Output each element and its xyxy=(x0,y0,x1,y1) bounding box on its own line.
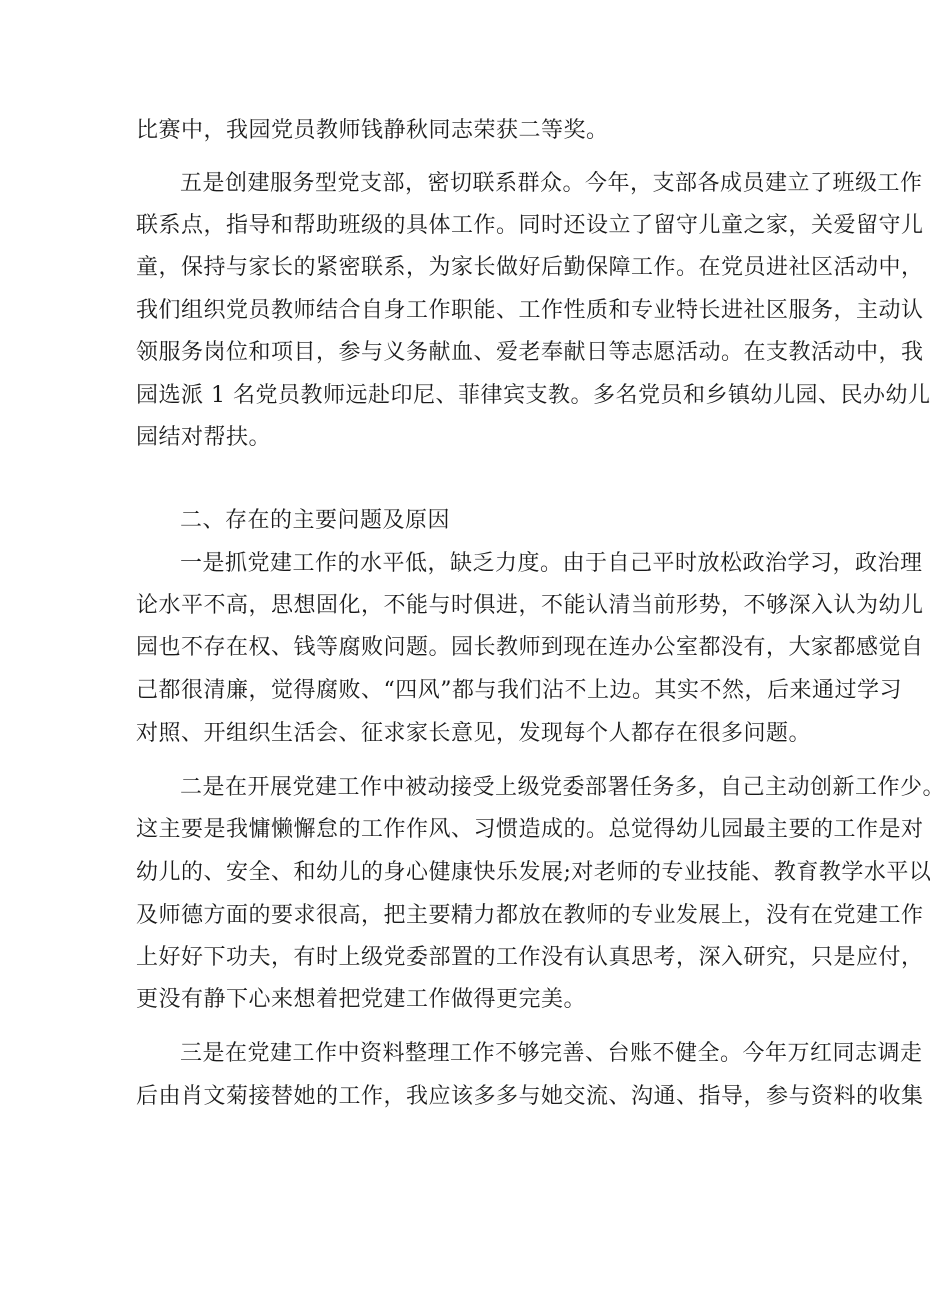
text-line: 幼儿的、安全、和幼儿的身心健康快乐发展;对老师的专业技能、教育教学水平以 xyxy=(136,860,932,885)
paragraph-first-line: 三是在党建工作中资料整理工作不够完善、台账不健全。今年万红同志调走 xyxy=(180,1041,923,1066)
text-line: 领服务岗位和项目，参与义务献血、爱老奉献日等志愿活动。在支教活动中，我 xyxy=(136,340,924,365)
paragraph-first-line: 二是在开展党建工作中被动接受上级党委部署任务多，自己主动创新工作少。 xyxy=(180,775,945,800)
text-line: 园结对帮扶。 xyxy=(136,425,272,450)
paragraph-first-line: 一是抓党建工作的水平低，缺乏力度。由于自己平时放松政治学习，政治理 xyxy=(180,551,923,576)
text-line: 及师德方面的要求很高，把主要精力都放在教师的专业发展上，没有在党建工作 xyxy=(136,903,924,928)
text-line: 后由肖文菊接替她的工作，我应该多多与她交流、沟通、指导，参与资料的收集 xyxy=(136,1084,924,1109)
text-line: 更没有静下心来想着把党建工作做得更完美。 xyxy=(136,987,587,1012)
text-line: 园选派 1 名党员教师远赴印尼、菲律宾支教。多名党员和乡镇幼儿园、民办幼儿 xyxy=(136,383,931,408)
text-line: 童，保持与家长的紧密联系，为家长做好后勤保障工作。在党员进社区活动中， xyxy=(136,255,924,280)
text-line: 上好好下功夫，有时上级党委部置的工作没有认真思考，深入研究，只是应付， xyxy=(136,945,924,970)
section-heading: 二、存在的主要问题及原因 xyxy=(180,508,451,533)
text-line: 对照、开组织生活会、征求家长意见，发现每个人都存在很多问题。 xyxy=(136,721,812,746)
text-line: 我们组织党员教师结合自身工作职能、工作性质和专业特长进社区服务，主动认 xyxy=(136,298,924,323)
text-line: 这主要是我慵懒懈怠的工作作风、习惯造成的。总觉得幼儿园最主要的工作是对 xyxy=(136,817,924,842)
paragraph-first-line: 五是创建服务型党支部，密切联系群众。今年，支部各成员建立了班级工作 xyxy=(180,171,923,196)
text-line: 比赛中，我园党员教师钱静秋同志荣获二等奖。 xyxy=(136,118,609,143)
text-line: 园也不存在权、钱等腐败问题。园长教师到现在连办公室都没有，大家都感觉自 xyxy=(136,635,924,660)
text-line: 论水平不高，思想固化，不能与时俱进，不能认清当前形势，不够深入认为幼儿 xyxy=(136,593,924,618)
text-line: 联系点，指导和帮助班级的具体工作。同时还设立了留守儿童之家，关爱留守儿 xyxy=(136,213,924,238)
text-line: 己都很清廉，觉得腐败、“四风”都与我们沾不上边。其实不然，后来通过学习 xyxy=(136,678,902,703)
